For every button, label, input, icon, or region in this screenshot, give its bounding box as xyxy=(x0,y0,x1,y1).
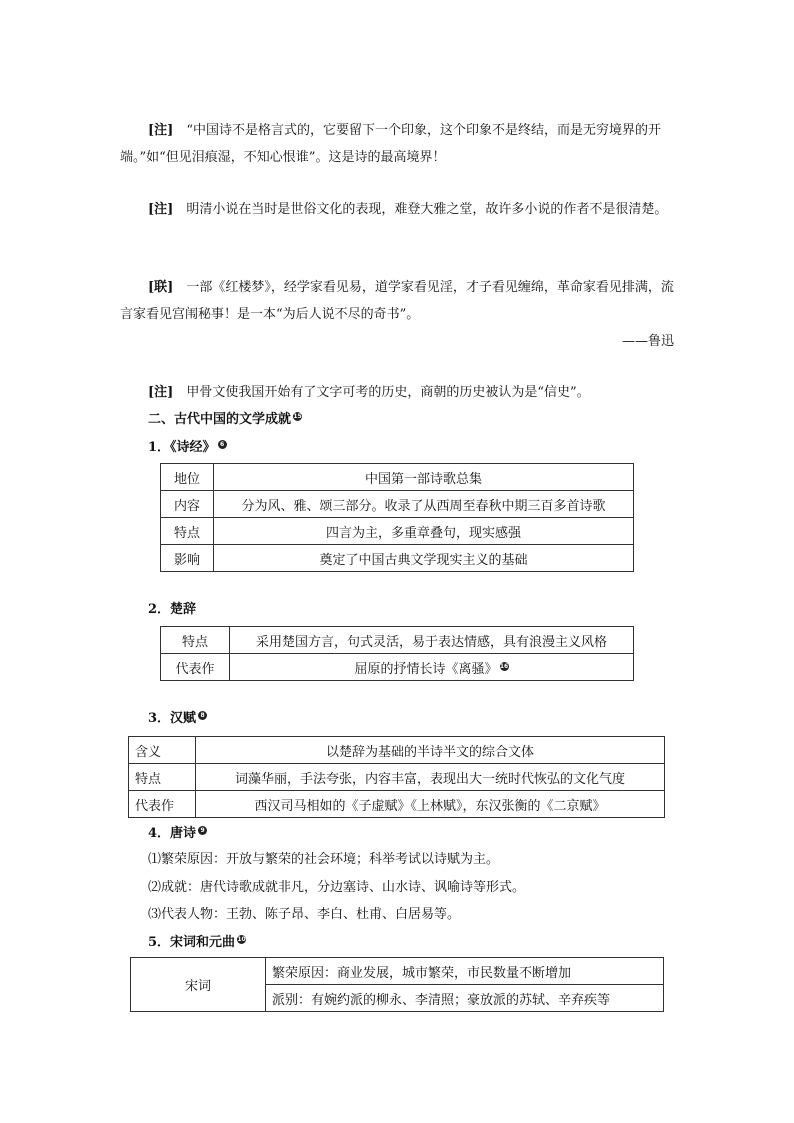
note-text: 明清小说在当时是世俗文化的表现，难登大雅之堂，故许多小说的作者不是很清楚。 xyxy=(186,202,668,217)
hanfu-heading-text: 3．汉赋 xyxy=(148,711,197,726)
table-row xyxy=(129,737,665,764)
note-tag: [联] xyxy=(148,280,174,295)
quote-author: ——鲁迅 xyxy=(621,334,674,349)
table-row xyxy=(161,627,634,654)
tangshi-item: ⑴繁荣原因：开放与繁荣的社会环境；科举考试以诗赋为主。 xyxy=(148,852,500,867)
note-tag: [注] xyxy=(148,123,174,138)
reference-mark-icon: 16 xyxy=(499,662,509,670)
table-row xyxy=(129,791,665,818)
row-label: 特点 xyxy=(161,627,230,654)
row-label: 地位 xyxy=(161,464,214,491)
shijing-heading-text: 1．《诗经》 xyxy=(148,440,216,455)
row-label: 含义 xyxy=(129,737,196,764)
songyuan-heading-text: 5．宋词和元曲 xyxy=(148,935,236,950)
row-label: 内容 xyxy=(161,491,214,518)
row-value-text: 屈原的抒情长诗《离骚》 xyxy=(354,661,498,677)
tangshi-item: ⑶代表人物：王勃、陈子昂、李白、杜甫、白居易等。 xyxy=(148,907,461,922)
row-value: 中国第一部诗歌总集 xyxy=(214,464,634,491)
table-row xyxy=(161,491,634,518)
note-tag: [注] xyxy=(148,202,174,217)
row-value xyxy=(230,654,634,681)
songyuan-heading xyxy=(148,931,246,950)
note-text: 甲骨文使我国开始有了文字可考的历史，商朝的历史被认为是“信史”。 xyxy=(186,385,590,400)
shijing-table xyxy=(160,463,634,572)
row-value: 奠定了中国古典文学现实主义的基础 xyxy=(214,545,634,572)
reference-mark-icon: 6 xyxy=(218,440,227,449)
table-row xyxy=(161,654,634,681)
reference-mark-icon: 8 xyxy=(198,711,207,720)
tangshi-heading xyxy=(148,822,207,841)
note-paragraph xyxy=(120,117,675,171)
tangshi-item: ⑵成就：唐代诗歌成就非凡，分边塞诗、山水诗、讽喻诗等形式。 xyxy=(148,880,526,895)
row-value: 以楚辞为基础的半诗半文的综合文体 xyxy=(196,737,665,764)
note-tag: [注] xyxy=(148,385,174,400)
table-row xyxy=(129,764,665,791)
note-text: “中国诗不是格言式的，它要留下一个印象，这个印象不是终结，而是无穷境界的开端。”如“但见泪痕湿，不知心恨谁”。这是诗的最高境界！ xyxy=(120,123,661,165)
note-paragraph xyxy=(120,196,675,223)
row-label: 特点 xyxy=(129,764,196,791)
row-label: 代表作 xyxy=(161,654,230,681)
link-paragraph xyxy=(120,274,675,328)
row-value: 词藻华丽，手法夸张，内容丰富，表现出大一统时代恢弘的文化气度 xyxy=(196,764,665,791)
hanfu-table xyxy=(128,736,665,818)
reference-mark-icon: 10 xyxy=(237,936,246,943)
row-value: 西汉司马相如的《子虚赋》《上林赋》，东汉张衡的《二京赋》 xyxy=(196,791,665,818)
hanfu-heading xyxy=(148,707,207,726)
row-value: 繁荣原因：商业发展，城市繁荣，市民数量不断增加 xyxy=(266,958,664,985)
chuci-heading: 2．楚辞 xyxy=(148,602,197,617)
tangshi-heading-text: 4．唐诗 xyxy=(148,826,197,841)
reference-mark-icon: 9 xyxy=(198,826,207,835)
row-value: 采用楚国方言，句式灵活，易于表达情感，具有浪漫主义风格 xyxy=(230,627,634,654)
table-row xyxy=(161,464,634,491)
chuci-table xyxy=(160,626,634,681)
section-title: 二、古代中国的文学成就 xyxy=(148,412,292,427)
songci-table xyxy=(130,957,664,1012)
row-label: 特点 xyxy=(161,518,214,545)
note-paragraph xyxy=(120,379,675,406)
shijing-heading xyxy=(148,436,227,455)
table-row xyxy=(161,545,634,572)
row-label: 代表作 xyxy=(129,791,196,818)
table-row xyxy=(161,518,634,545)
section-heading xyxy=(148,408,302,427)
row-value: 派别：有婉约派的柳永、李清照；豪放派的苏轼、辛弃疾等 xyxy=(266,985,664,1012)
row-label: 影响 xyxy=(161,545,214,572)
table-row xyxy=(131,958,664,985)
row-label: 宋词 xyxy=(131,958,266,1012)
row-value: 分为风、雅、颂三部分。收录了从西周至春秋中期三百多首诗歌 xyxy=(214,491,634,518)
row-value: 四言为主，多重章叠句，现实感强 xyxy=(214,518,634,545)
note-text: 一部《红楼梦》，经学家看见易，道学家看见淫，才子看见缠绵，革命家看见排满，流言家看见宫闱秘事！是一本“为后人说不尽的奇书”。 xyxy=(120,280,674,322)
reference-mark-icon: 15 xyxy=(293,413,302,420)
